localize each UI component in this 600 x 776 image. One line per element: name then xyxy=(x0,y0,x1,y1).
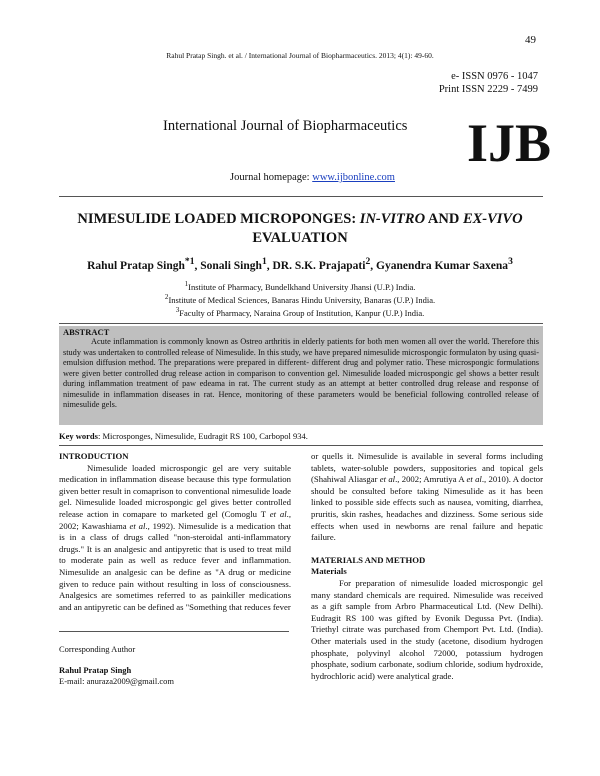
author-list: Rahul Pratap Singh$^{*1}$, Sonali Singh$^1$, DR. S.K. Prajapati$^2$, Gyanendra Kumar Saxena$^3$ xyxy=(87,256,513,272)
homepage-label: Journal homepage: xyxy=(230,172,313,183)
materials-paragraph: For preparation of nimesulide loaded microspongic gel many standard chemicals are required. Nimesulide was received as a gift sample from Arbro Pharmaceutical Ltd. (New Delhi). Eudragit RS 100 was gifted by Evonik Degussa Pvt. (India). Triethyl citrate was purchased from Chemport Pvt. Ltd. (India). Other materials used in the study (acetone, disodium hydrogen phosphate, polyvinyl alcohol 72000, potassium hydrogen phosphate, sodium carbonate, sodium chloride, sodium hydroxide, hydrochloric acid) were analytical grade. xyxy=(311,577,543,681)
text-run: ., 2002; Kawashiama xyxy=(59,508,291,531)
continued-paragraph xyxy=(311,451,543,544)
methods-heading: MATERIALS AND METHOD xyxy=(311,554,426,565)
author-name: DR. S.K. Prajapati xyxy=(272,259,366,272)
etal-italic: et al xyxy=(466,474,482,485)
author-sup: 1 xyxy=(261,256,267,267)
text-run: Nimesulide loaded microspongic gel are very suitable medication in inflammation disease because this type formulation given better result in comaprison to conventional nimesulide loade gel. Nimesulide loaded microspongic gel gives better controlled release action in comapare to marketed gel (Comoglu T xyxy=(59,462,291,519)
corresponding-label: Corresponding Author xyxy=(59,644,136,654)
left-column xyxy=(59,451,291,613)
introduction-heading: INTRODUCTION xyxy=(59,451,129,461)
affiliation-sup: 3 xyxy=(175,306,180,314)
e-issn: e- ISSN 0976 - 1047 xyxy=(451,71,538,82)
title-exvivo: EX-VIVO xyxy=(462,211,523,227)
materials-heading: Materials xyxy=(311,566,347,577)
journal-title: International Journal of Biopharmaceutics xyxy=(163,118,408,134)
affiliation-text: Institute of Pharmacy, Bundelkhand University Jhansi (U.P.) India. xyxy=(188,281,416,292)
footnote-divider xyxy=(59,631,289,632)
abstract-box xyxy=(59,326,543,425)
journal-logo: IJB xyxy=(467,113,552,173)
affiliation xyxy=(40,293,560,305)
text-run: ., 1992). Nimesulide is a medication that is in a class of drugs called "non-steroidal anti-inflammatory drugs." It is an analgesic and antipyretic that is used to treat mild to moderate pain as well as reduce fever and inflammation. Nimesulide an analgesic can be define as "A drug or medicine given to reduce pain without resulting in loss of consciousness. Analgesics are sometimes referred to as painkiller medications and an antipyretic can be defined as "Something that reduces fever xyxy=(59,520,291,612)
affiliation-text: Faculty of Pharmacy, Naraina Group of Institution, Kanpur (U.P.) India. xyxy=(179,307,425,318)
affiliation xyxy=(40,280,560,292)
etal-italic: et al xyxy=(379,474,396,485)
header-divider xyxy=(59,196,543,197)
right-column xyxy=(311,451,543,682)
author-sup: *1 xyxy=(184,256,195,267)
abstract-top-divider xyxy=(59,323,543,324)
journal-homepage xyxy=(230,172,395,183)
keywords-text: : Microsponges, Nimesulide, Eudragit RS 100, Carbopol 934. xyxy=(97,431,308,441)
title-part1: NIMESULIDE LOADED MICROPONGES: xyxy=(77,211,360,227)
title-part2: EVALUATION xyxy=(252,230,348,246)
corresponding-email: E-mail: anuraza2009@gmail.com xyxy=(59,676,174,686)
keywords xyxy=(59,431,543,441)
text-run: ., 2010). A doctor should be consulted before taking Nimesulide as it has been linked to possible side effects such as nausea, vomiting, diarrhea, pruritis, skin rashes, headaches and dizziness. Some serious side effects when used in newborns are renal failure and hepatic failure. xyxy=(311,474,544,543)
page-number: 49 xyxy=(525,34,536,46)
paper-title xyxy=(40,210,560,248)
author-sup: 3 xyxy=(508,256,513,267)
corresponding-name: Rahul Pratap Singh xyxy=(59,664,132,675)
abstract-heading: ABSTRACT xyxy=(63,327,110,337)
abstract-text: Acute inflammation is commonly known as Ostreo arthritis in elderly patients for both men women all over the world. Therefore this study was undertaken to controlled release of Nimesulide. In this study, we have prepared nimesulide microspongic formulaton by using quasi-emulsion diffusion method. The preparations were prepared in different- different drug and polymer ratio. These microspongic formulations were given better controlled drug release action in comparison to convention gel. Nimesulide loaded microspongic gel shows a better result during inflammation treatment of paw edeama in rat. The current study as an attempt at better controlled drug release and response of nimesulide in inflammation diseases in rat. Hence, monitoring of these parameters would be beneficial following controlled release of nimesulide gels. xyxy=(63,337,539,409)
issn-block xyxy=(439,70,538,96)
affiliation xyxy=(40,306,560,318)
running-citation: Rahul Pratap Singh. et al. / International Journal of Biopharmaceutics. 2013; 4(1): 49-60. xyxy=(166,51,434,60)
print-issn: Print ISSN 2229 - 7499 xyxy=(438,84,538,95)
text-run: ., 2002; Amrutiya A xyxy=(395,474,467,485)
homepage-link[interactable]: www.ijbonline.com xyxy=(312,172,395,183)
author-name: Gyanendra Kumar Saxena xyxy=(376,259,509,272)
corresponding-author xyxy=(59,644,291,688)
author-name: Sonali Singh xyxy=(200,259,262,272)
affiliation-sup: 1 xyxy=(184,280,189,288)
introduction-paragraph xyxy=(59,463,291,614)
title-invitro: IN-VITRO xyxy=(359,211,426,227)
affiliation-text: Institute of Medical Sciences, Banaras Hindu University, Banaras (U.P.) India. xyxy=(168,294,436,305)
etal-italic: et al xyxy=(269,508,287,519)
text-run: or quells it. Nimesulide is available in several forms including tablets, water-soluble powders, suppositories and topical gels (Shahiwal Aliasgar xyxy=(311,451,543,485)
etal-italic: et al xyxy=(129,520,146,531)
title-and: AND xyxy=(425,211,463,227)
keywords-label: Key words xyxy=(59,431,98,441)
keywords-divider xyxy=(59,445,543,446)
affiliation-sup: 2 xyxy=(164,293,169,301)
author-name: Rahul Pratap Singh xyxy=(87,259,185,272)
author-sup: 2 xyxy=(365,256,371,267)
